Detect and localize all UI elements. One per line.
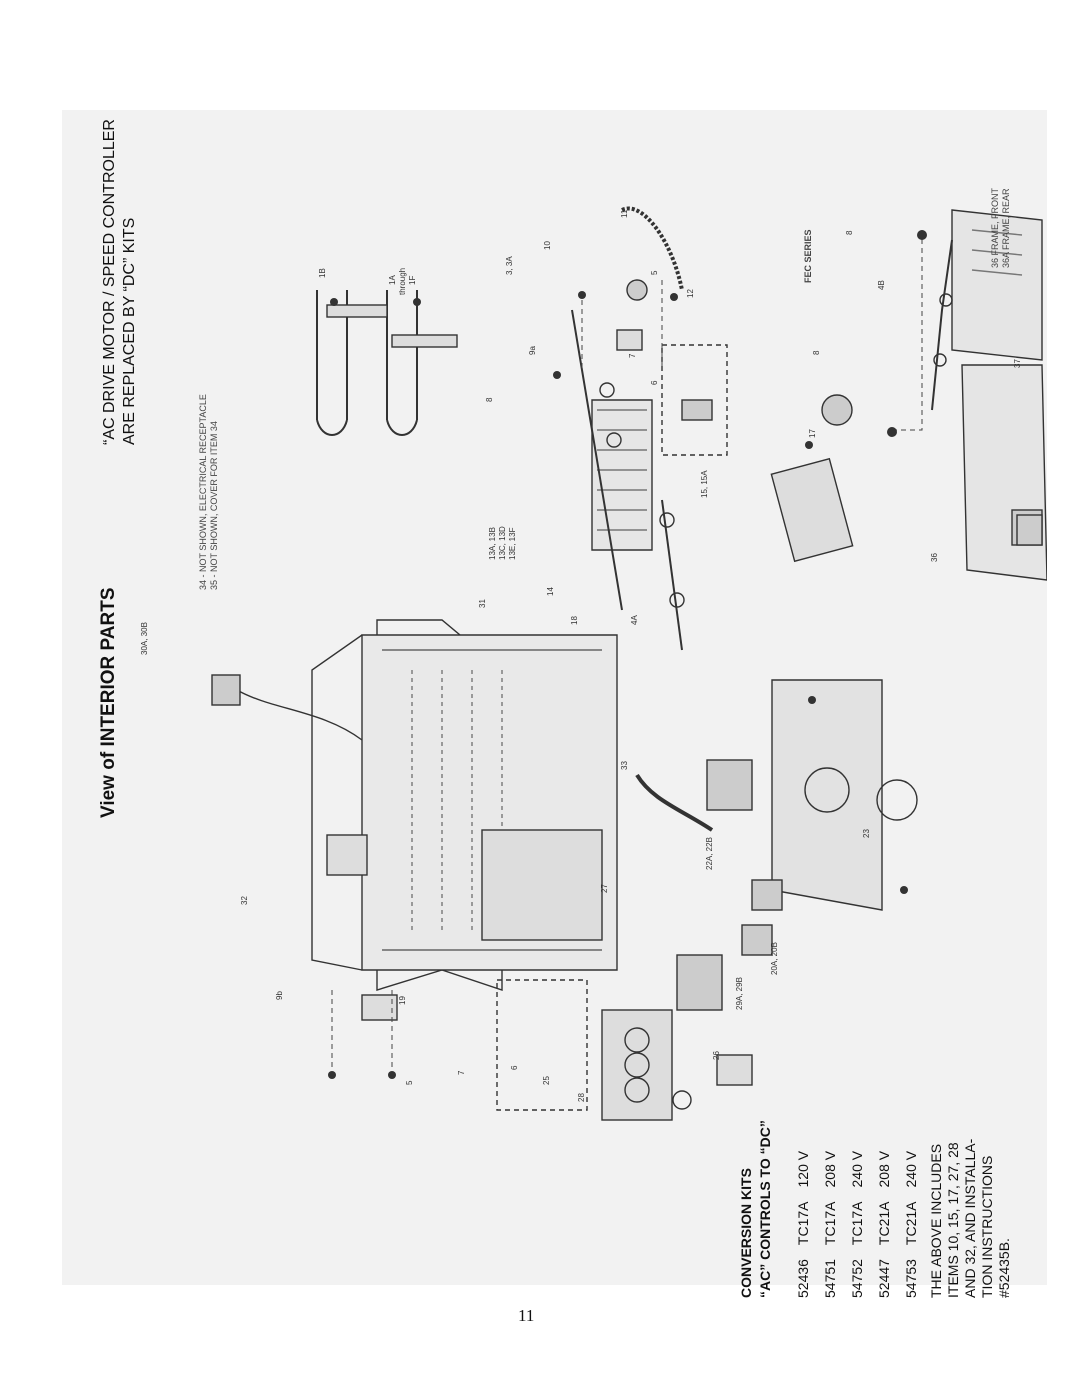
callout-8c: 8 bbox=[845, 230, 854, 235]
callout-22: 22A, 22B bbox=[705, 837, 714, 870]
callout-13b: 13C, 13D bbox=[498, 526, 507, 560]
chain bbox=[622, 208, 682, 290]
callout-20: 20A, 20B bbox=[770, 942, 779, 975]
callout-28: 28 bbox=[577, 1093, 586, 1102]
callout-6b: 6 bbox=[650, 380, 659, 385]
callout-15: 15, 15A bbox=[700, 470, 709, 498]
control-panel bbox=[482, 830, 602, 940]
kit-note-line: AND 32, AND INSTALLA- bbox=[962, 1138, 978, 1298]
voltage: 208 V bbox=[876, 1150, 892, 1188]
callout-7b: 7 bbox=[628, 353, 637, 358]
table-row bbox=[898, 1137, 925, 1298]
table-row bbox=[871, 1137, 898, 1298]
conveyor-screen bbox=[592, 400, 652, 550]
callout-19: 19 bbox=[398, 996, 407, 1005]
voltage: 240 V bbox=[903, 1150, 919, 1188]
table-row bbox=[817, 1137, 844, 1298]
callout-36: 36 bbox=[930, 553, 939, 562]
kit-note-line: #52435B. bbox=[996, 1238, 1012, 1298]
knob-panel bbox=[602, 1010, 672, 1120]
fec-frame-lower bbox=[962, 365, 1047, 580]
callout-33: 33 bbox=[620, 761, 629, 770]
callout-29: 29A, 29B bbox=[735, 977, 744, 1010]
callout-6: 6 bbox=[510, 1065, 519, 1070]
not-shown-line2: 35 - NOT SHOWN, COVER FOR ITEM 34 bbox=[209, 421, 219, 590]
voltage: 208 V bbox=[822, 1150, 838, 1188]
callout-8b: 8 bbox=[812, 350, 821, 355]
conversion-kits-heading: CONVERSION KITS bbox=[738, 1168, 754, 1298]
callout-31: 31 bbox=[478, 599, 487, 608]
fec-series-label: FEC SERIES bbox=[803, 229, 813, 283]
not-shown-note bbox=[198, 394, 220, 590]
not-shown-line1: 34 - NOT SHOWN, ELECTRICAL RECEPTACLE bbox=[198, 394, 208, 590]
fec-frame-front: 36 FRAME, FRONT bbox=[990, 187, 1000, 268]
power-cord bbox=[237, 690, 362, 740]
callout-13c: 13E, 13F bbox=[508, 527, 517, 560]
callout-5: 5 bbox=[405, 1080, 414, 1085]
ac-drive-note-line1: “AC DRIVE MOTOR / SPEED CONTROLLER bbox=[101, 119, 118, 445]
callout-25: 25 bbox=[542, 1076, 551, 1085]
fec-frame-rear: 36A FRAME, REAR bbox=[1001, 188, 1011, 268]
exploded-parts-diagram bbox=[62, 110, 1047, 1285]
table-row bbox=[790, 1137, 817, 1298]
part-number: 52447 bbox=[876, 1259, 892, 1298]
callout-through: through bbox=[398, 267, 407, 295]
conversion-kits-row-2 bbox=[817, 1137, 844, 1298]
callout-32: 32 bbox=[240, 896, 249, 905]
conversion-kits-table-wrap bbox=[790, 1128, 817, 1298]
callout-30: 30A, 30B bbox=[140, 622, 149, 655]
callout-1f: 1F bbox=[408, 275, 417, 285]
drive-motor bbox=[771, 459, 852, 561]
part-number: 54752 bbox=[849, 1259, 865, 1298]
hose-33 bbox=[637, 775, 712, 830]
model: TC21A bbox=[876, 1201, 892, 1246]
table-row bbox=[844, 1137, 871, 1298]
callout-37: 37 bbox=[1013, 359, 1022, 368]
callout-4a: 4A bbox=[630, 615, 639, 625]
callout-23: 23 bbox=[862, 829, 871, 838]
callout-5b: 5 bbox=[650, 270, 659, 275]
kit-note-line: TION INSTRUCTIONS bbox=[979, 1155, 995, 1298]
conversion-kits-block bbox=[737, 1120, 775, 1298]
callout-1b: 1B bbox=[318, 268, 327, 278]
part-number: 54751 bbox=[822, 1259, 838, 1298]
model: TC21A bbox=[903, 1201, 919, 1246]
model: TC17A bbox=[822, 1201, 838, 1246]
part-number: 52436 bbox=[795, 1259, 811, 1298]
callout-7: 7 bbox=[457, 1070, 466, 1075]
callout-8: 8 bbox=[485, 397, 494, 402]
conversion-kits-row-3 bbox=[844, 1137, 871, 1298]
callout-14: 14 bbox=[546, 587, 555, 596]
bottom-plate bbox=[772, 680, 882, 910]
callout-26: 26 bbox=[712, 1051, 721, 1060]
callout-9a: 9a bbox=[528, 346, 537, 355]
conversion-kits-table bbox=[790, 1137, 817, 1298]
page-number: 11 bbox=[518, 1306, 535, 1325]
model: TC17A bbox=[795, 1201, 811, 1246]
fan bbox=[707, 760, 752, 810]
callout-18: 18 bbox=[570, 616, 579, 625]
callout-11: 11 bbox=[620, 209, 629, 218]
callout-17: 17 bbox=[808, 429, 817, 438]
conversion-kits-note bbox=[928, 1139, 1013, 1298]
conversion-kits-row-4 bbox=[871, 1137, 898, 1298]
callout-4b: 4B bbox=[877, 280, 886, 290]
callout-1a: 1A bbox=[388, 275, 397, 285]
callout-3: 3, 3A bbox=[505, 256, 514, 275]
callout-27: 27 bbox=[600, 884, 609, 893]
voltage: 240 V bbox=[849, 1150, 865, 1188]
callout-10: 10 bbox=[543, 241, 552, 250]
conversion-kits-subheading: “AC” CONTROLS TO “DC” bbox=[757, 1120, 773, 1298]
conversion-kits-row-5 bbox=[898, 1137, 925, 1298]
model: TC17A bbox=[849, 1201, 865, 1246]
kit-note-line: ITEMS 10, 15, 17, 27, 28 bbox=[945, 1142, 961, 1298]
ac-drive-note bbox=[100, 119, 140, 445]
ac-drive-note-line2: ARE REPLACED BY “DC” KITS bbox=[121, 217, 138, 445]
part-number: 54753 bbox=[903, 1259, 919, 1298]
callout-9b: 9b bbox=[275, 991, 284, 1000]
callout-13: 13A, 13B bbox=[488, 527, 497, 560]
kit-note-line: THE ABOVE INCLUDES bbox=[928, 1143, 944, 1298]
callout-12: 12 bbox=[686, 289, 695, 298]
voltage: 120 V bbox=[795, 1150, 811, 1188]
page-title: View of INTERIOR PARTS bbox=[98, 587, 119, 818]
fec-frame-labels bbox=[990, 188, 1012, 268]
